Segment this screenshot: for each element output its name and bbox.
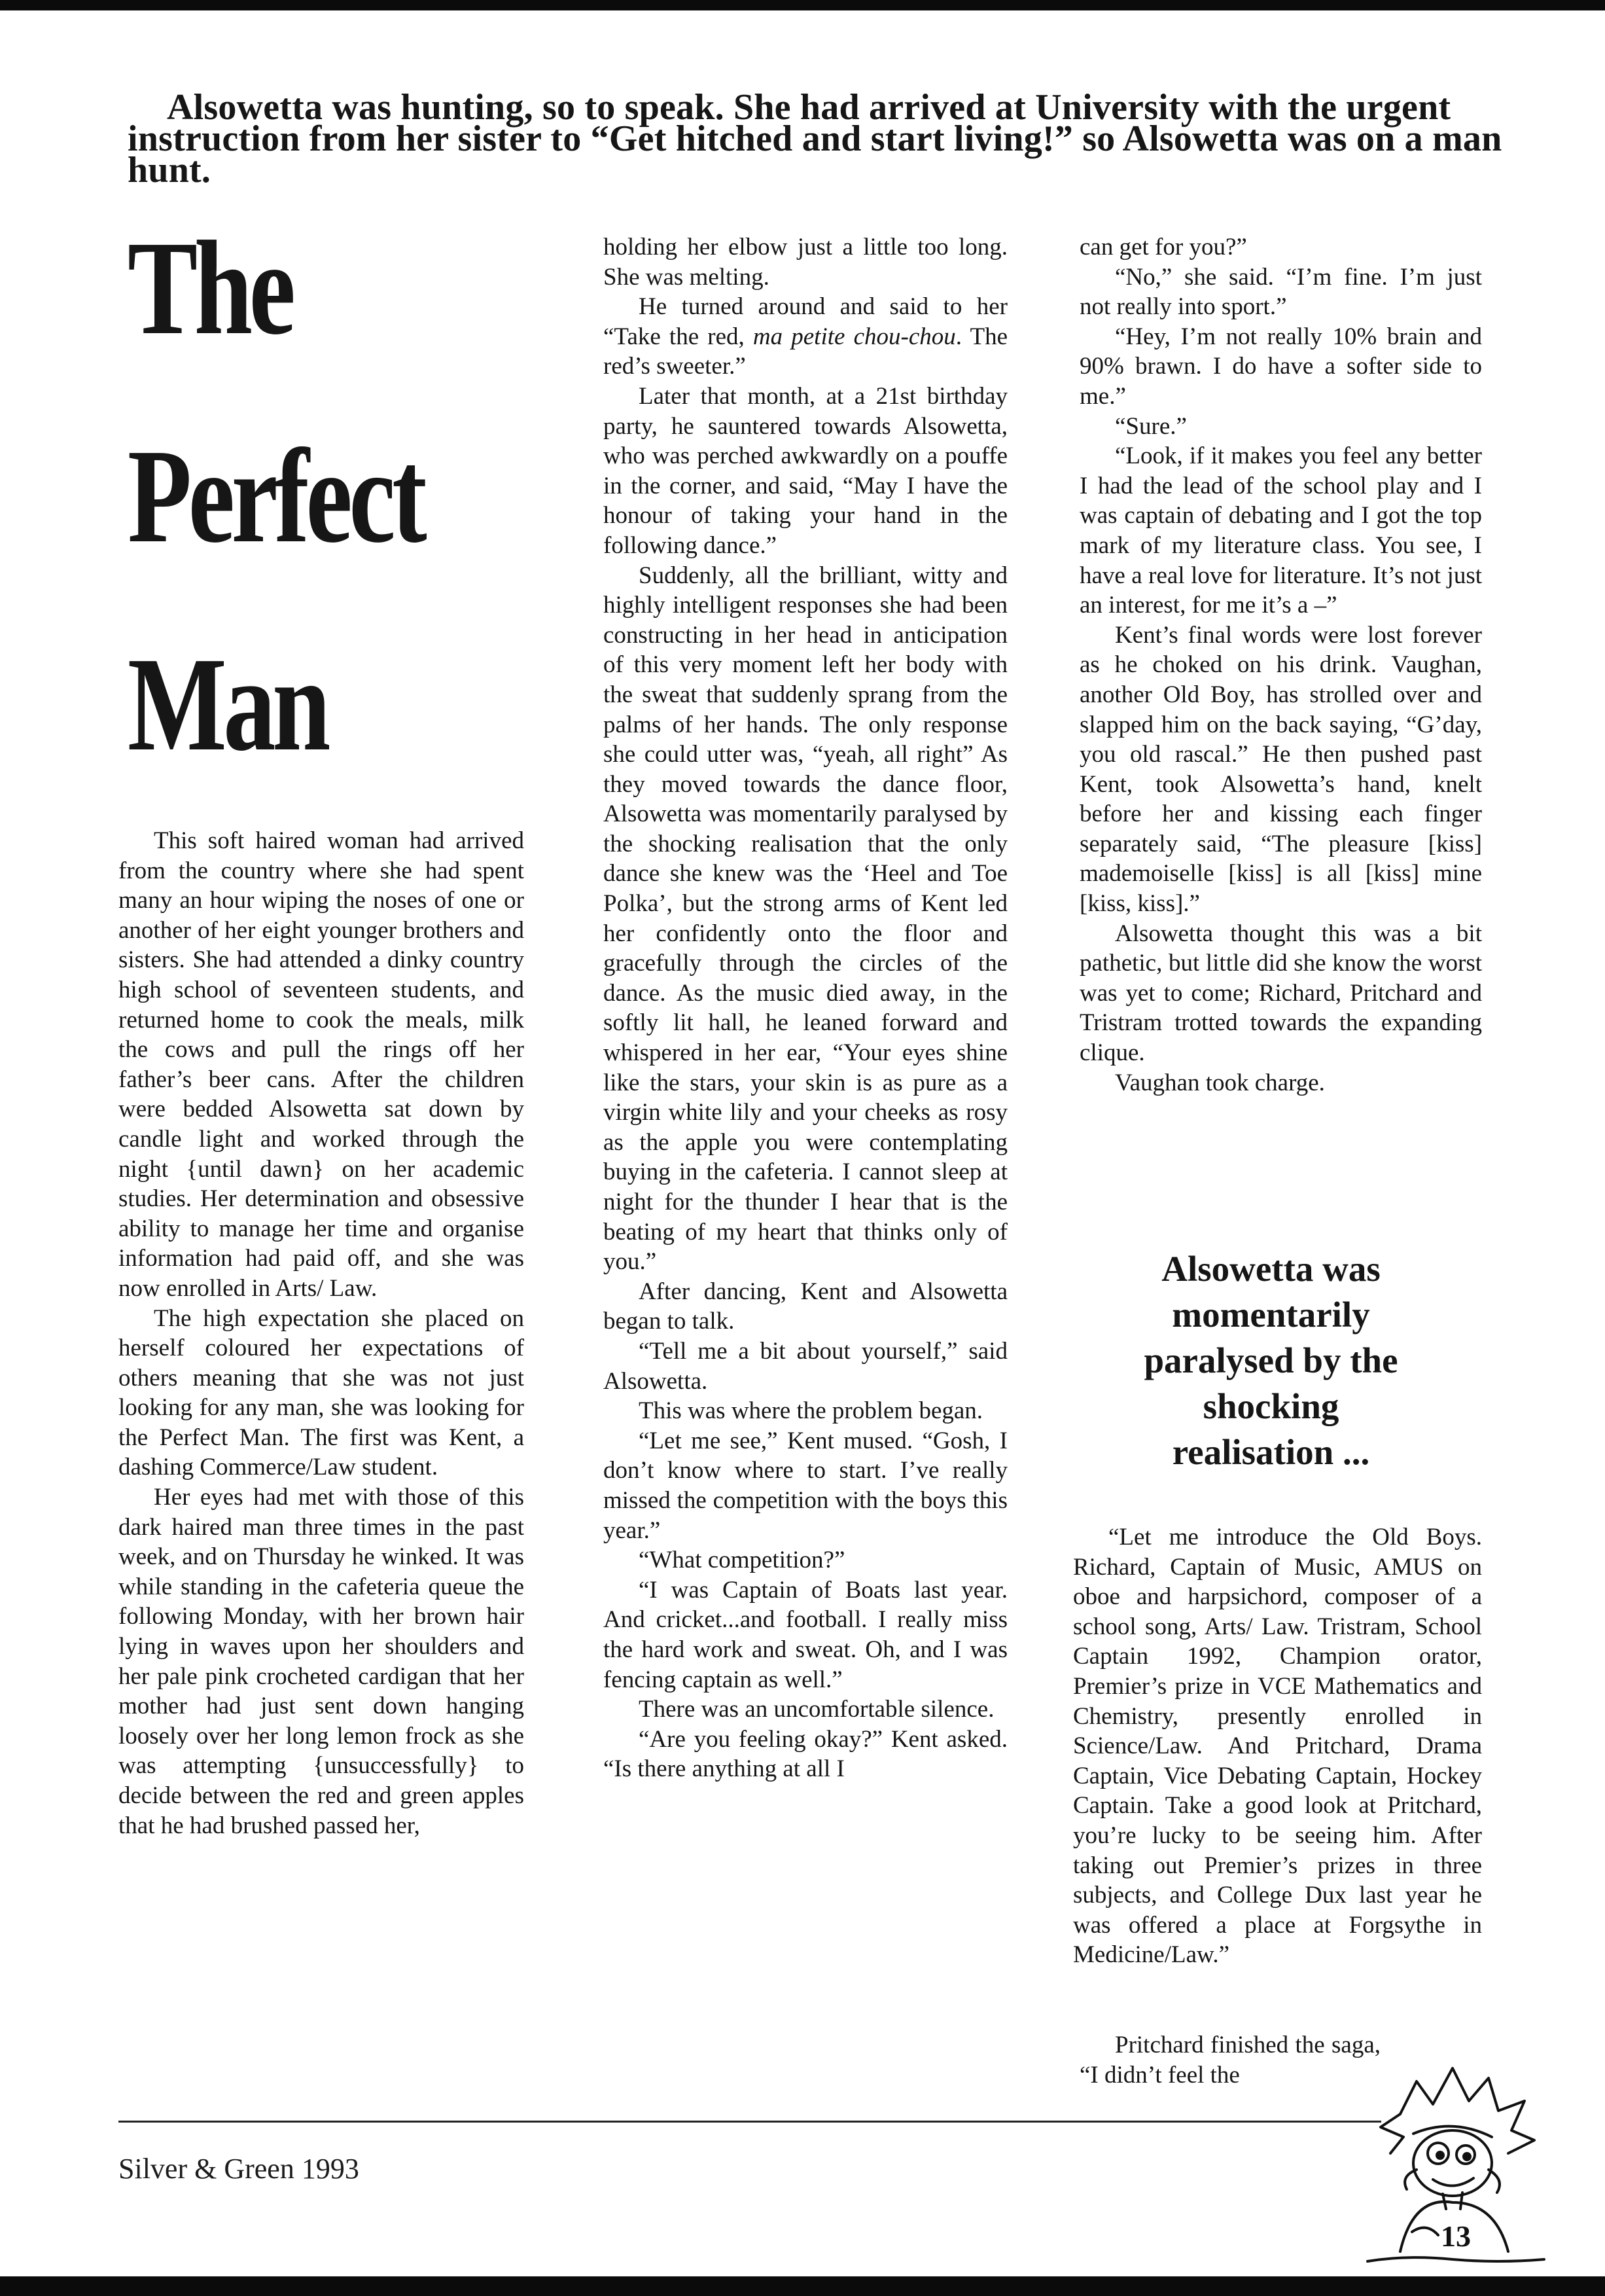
paragraph: The high expectation she placed on herself coloured her expectations of others meaning that she was not just looking for any man, she was looking for the Perfect Man. The first was Kent, a dashing Commerce/Law student. <box>118 1304 524 1481</box>
paragraph: After dancing, Kent and Alsowetta began to talk. <box>603 1278 1008 1335</box>
title-word-the: The <box>128 213 292 363</box>
paragraph: “Hey, I’m not really 10% brain and 90% brawn. I do have a softer side to me.” <box>1080 323 1482 410</box>
paragraph: “Sure.” <box>1115 412 1187 440</box>
paragraph: “Are you feeling okay?” Kent asked. “Is there anything at all I <box>603 1725 1008 1783</box>
paragraph: He turned around and said to her “Take the red, ma petite chou-chou. The red’s sweeter.” <box>603 293 1008 380</box>
article-title <box>128 213 454 847</box>
paragraph: There was an uncomfortable silence. <box>639 1696 995 1723</box>
publication-footer: Silver & Green 1993 <box>118 2153 359 2185</box>
scan-edge-top <box>0 0 1605 10</box>
paragraph: “Look, if it makes you feel any better I had the lead of the school play and I was captain of debating and I got the top mark of my literature class. You see, I have a real love for literature. It’s not just an interest, for me it’s a –” <box>1080 442 1482 619</box>
page-number: 13 <box>1441 2219 1471 2253</box>
paragraph: “What competition?” <box>639 1547 845 1574</box>
paragraph: Pritchard finished the saga, “I didn’t feel the <box>1080 2032 1381 2089</box>
title-word-perfect: Perfect <box>128 421 424 571</box>
paragraph: “Let me see,” Kent mused. “Gosh, I don’t know where to start. I’ve really missed the competition with the boys this year.” <box>603 1427 1008 1544</box>
french-phrase: ma petite chou-chou <box>752 323 956 350</box>
column-2 <box>603 232 1008 1784</box>
paragraph: Kent’s final words were lost forever as he choked on his drink. Vaughan, another Old Boy, has strolled over and slapped him on the back saying, “G’day, you old rascal.” He then pushed past Kent, took Alsowetta’s hand, knelt before her and kissing each finger separately said, “The pleasure [kiss] mademoiselle [kiss] is all [kiss] mine [kiss, kiss].” <box>1080 621 1482 918</box>
paragraph: Later that month, at a 21st birthday party, he sauntered towards Alsowetta, who was perched awkwardly on a pouffe in the corner, and said, “May I have the honour of taking your hand in the following dance.” <box>603 382 1008 559</box>
column-3-continued <box>1073 1522 1482 1970</box>
paragraph: “I was Captain of Boats last year. And cricket...and football. I really miss the hard work and sweat. Oh, and I was fencing captain as well.” <box>603 1576 1008 1693</box>
paragraph: can get for you?” <box>1080 234 1247 260</box>
paragraph: Alsowetta thought this was a bit pathetic, but little did she know the worst was yet to come; Richard, Pritchard and Tristram trotted towards the expanding clique. <box>1080 920 1482 1067</box>
paragraph: Vaughan took charge. <box>1115 1069 1325 1096</box>
footer-rule <box>118 2121 1381 2123</box>
paragraph: Suddenly, all the brilliant, witty and highly intelligent responses she had been constructing in her head in anticipation of this very moment left her body with the sweat that suddenly sprang from the palms of her hands. The only response she could utter was, “yeah, all right” As they moved towards the dance floor, Alsowetta was momentarily paralysed by the shocking realisation that the only dance she knew was the ‘Heel and Toe Polka’, but the strong arms of Kent led her confidently onto the floor and gracefully through the circles of the dance. As the music died away, in the softly lit hall, he leaned forward and whispered in her ear, “Your eyes shine like the stars, your skin is as pure as a virgin white lily and your cheeks as rosy as the apple you were contemplating buying in the cafeteria. I cannot sleep at night for the thunder I hear that is the beating of my heart that thinks only of you.” <box>603 562 1008 1276</box>
intro-standfirst <box>128 87 1508 190</box>
intro-line-1: Alsowetta was hunting, so to speak. She had arrived at University with the urgent <box>167 87 1451 128</box>
paragraph: “Let me introduce the Old Boys. Richard, Captain of Music, AMUS on oboe and harpsichord, composer of a school song, Arts/ Law. Tristram, School Captain 1992, Champion orator, Premier’s prize in VCE Mathematics and Chemistry, presently enrolled in Science/Law. And Pritchard, Drama Captain, Vice Debating Captain, Hockey Captain. Take a good look at Pritchard, you’re lucky to be seeing him. After taking out Premier’s prizes in three subjects, and College Dux last year he was offered a place at Forgsythe in Medicine/Law.” <box>1073 1524 1482 1969</box>
intro-line-3: man hunt. <box>128 118 1502 190</box>
title-word-man: Man <box>128 629 327 779</box>
column-3-final <box>1080 2030 1381 2090</box>
paragraph: holding her elbow just a little too long. She was melting. <box>603 234 1008 291</box>
paragraph: Her eyes had met with those of this dark haired man three times in the past week, and on Thursday he winked. It was while standing in the cafeteria queue the following Monday, with her brown hair lying in waves upon her shoulders and her pale pink crocheted cardigan that her mother had just sent down hanging loosely over her long lemon frock as she was attempting {unsuccessfully} to decide between the red and green apples that he had brushed passed her, <box>118 1484 524 1839</box>
pull-quote: Alsowetta was momentarily paralysed by the shocking realisation ... <box>1144 1249 1398 1472</box>
intro-line-2: instruction from her sister to “Get hitched and start living!” so Alsowetta was on a <box>128 118 1423 159</box>
paragraph: “Tell me a bit about yourself,” said Alsowetta. <box>603 1337 1008 1395</box>
paragraph: This soft haired woman had arrived from the country where she had spent many an hour wiping the noses of one or another of her eight younger brothers and sisters. She had attended a dinky country high school of seventeen students, and returned home to cook the meals, milk the cows and pull the rings off her father’s beer cans. After the children were bedded Alsowetta sat down by candle light and worked through the night {until dawn} on her academic studies. Her determination and obsessive ability to manage her time and organise information had paid off, and she was now enrolled in Arts/ Law. <box>118 827 524 1302</box>
column-3 <box>1080 232 1482 1098</box>
cartoon-mascot-icon <box>1354 2055 1551 2271</box>
paragraph: “No,” she said. “I’m fine. I’m just not really into sport.” <box>1080 263 1482 321</box>
scan-edge-bottom <box>0 2276 1605 2296</box>
column-1 <box>118 826 524 1840</box>
paragraph: This was where the problem began. <box>639 1397 983 1425</box>
